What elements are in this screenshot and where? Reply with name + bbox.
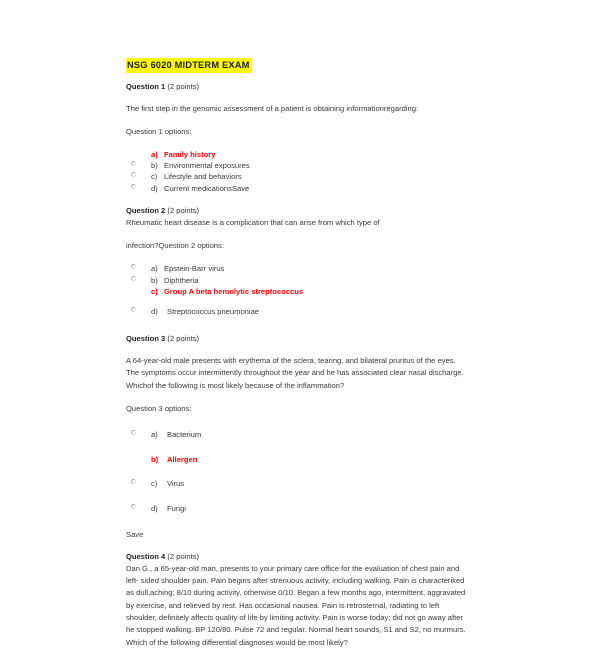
question-4-heading	[126, 551, 466, 562]
option-text: Bacterium	[167, 430, 202, 440]
question-4-label: Question 4	[126, 552, 166, 562]
option-letter: a)	[151, 430, 158, 440]
option-row[interactable]	[126, 454, 466, 465]
radio-button-icon[interactable]	[126, 149, 151, 155]
save-button[interactable]: Save	[126, 529, 144, 539]
option-letter: b)	[151, 161, 158, 171]
option-row[interactable]	[126, 503, 466, 514]
question-2-heading	[126, 205, 466, 216]
radio-button-icon[interactable]	[126, 478, 151, 484]
option-letter: c)	[151, 172, 158, 182]
question-3-options-label: Question 3 options:	[126, 404, 192, 414]
radio-button-icon[interactable]	[126, 183, 151, 189]
radio-button-icon[interactable]	[126, 171, 151, 177]
question-4-points: (2 points)	[167, 552, 200, 562]
option-letter: d)	[151, 183, 158, 193]
question-3-body: A 64-year-old male presents with erythema of the sclera, tearing, and bilateral pruritus of the eyes. The symptoms occur intermittently throughout the year and he has associated clear nasal discharge. Whichof the following is most likely because of the inflammation?	[126, 356, 464, 390]
question-1-body: The first step in the genomic assessment of a patient is obtaining informationregarding:	[126, 103, 419, 113]
option-letter: a)	[151, 149, 158, 159]
option-letter: d)	[151, 307, 158, 317]
option-text: Fungi	[167, 503, 186, 513]
question-3-options	[126, 429, 466, 514]
option-text: Streptococcus pneumoniae	[167, 307, 260, 317]
radio-button-icon[interactable]	[126, 286, 151, 292]
option-row[interactable]	[126, 183, 466, 194]
option-row[interactable]	[126, 171, 466, 182]
option-row[interactable]	[126, 429, 466, 440]
question-2-body: Rheumatic heart disease is a complication that can arise from which type of	[126, 217, 380, 227]
question-3-heading	[126, 333, 466, 344]
radio-button-icon[interactable]	[126, 503, 151, 509]
question-1-label: Question 1	[126, 81, 166, 91]
question-1-heading	[126, 81, 466, 92]
question-2-options	[126, 263, 466, 318]
option-row[interactable]	[126, 286, 466, 297]
radio-button-icon[interactable]	[126, 454, 151, 460]
question-block-2	[126, 205, 466, 318]
question-block-3	[126, 333, 466, 541]
option-text: Group A beta hemolytic streptococcus	[164, 286, 304, 296]
question-2-label: Question 2	[126, 206, 166, 216]
option-text: Current medicationsSave	[164, 183, 250, 193]
question-4-body: Dan G., a 65-year-old man, presents to your primary care office for the evaluation of chest pain and left- sided shoulder pain. Pain begins after strenuous activity, including walking. Pain is characteriked as dull,aching; 8/10 during activity, otherwise 0/10. Began a few months ago, intermittent, aggravated by exercise, and relieved by rest. Has occasional nausea. Pain is retrosternal, radiating to left shoulder, definitely affects quality of life by limiting activity. Pain is worse today; did not go away after he stopped walking. BP 120/80. Pulse 72 and regular. Normal heart sounds, S1 and S2, no murmurs. Which of the following differential diagnoses would be most likely?	[126, 563, 466, 647]
question-1-points: (2 points)	[167, 81, 200, 91]
question-1-options-label: Question 1 options:	[126, 127, 192, 137]
radio-button-icon[interactable]	[126, 160, 151, 166]
question-block-1	[126, 81, 466, 195]
radio-button-icon[interactable]	[126, 275, 151, 281]
option-text: Virus	[167, 479, 185, 489]
radio-button-icon[interactable]	[126, 429, 151, 435]
option-letter: b)	[151, 454, 159, 464]
option-text: Lifestyle and behaviors	[164, 172, 242, 182]
option-text: Environmental exposures	[164, 161, 250, 171]
option-letter: b)	[151, 275, 158, 285]
question-1-options	[126, 149, 466, 195]
option-row[interactable]	[126, 263, 466, 274]
option-letter: c)	[151, 479, 158, 489]
question-2-body-continued: infection?Question 2 options:	[126, 240, 224, 250]
option-letter: a)	[151, 264, 158, 274]
question-block-4	[126, 551, 466, 648]
question-3-points: (2 points)	[167, 333, 200, 343]
question-2-points: (2 points)	[167, 206, 200, 216]
option-row[interactable]	[126, 160, 466, 171]
option-text: Family history	[164, 149, 216, 159]
option-text: Diphtheria	[164, 275, 199, 285]
option-letter: d)	[151, 503, 158, 513]
radio-button-icon[interactable]	[126, 263, 151, 269]
option-row[interactable]	[126, 306, 466, 317]
option-text: Epstein-Barr virus	[164, 264, 225, 274]
option-text: Allergen	[167, 454, 198, 464]
question-3-label: Question 3	[126, 333, 166, 343]
document-content	[126, 55, 466, 649]
radio-button-icon[interactable]	[126, 306, 151, 312]
option-row[interactable]	[126, 275, 466, 286]
option-row[interactable]	[126, 478, 466, 489]
option-row[interactable]	[126, 149, 466, 160]
option-letter: c)	[151, 286, 158, 296]
page-title: NSG 6020 MIDTERM EXAM	[126, 58, 252, 73]
